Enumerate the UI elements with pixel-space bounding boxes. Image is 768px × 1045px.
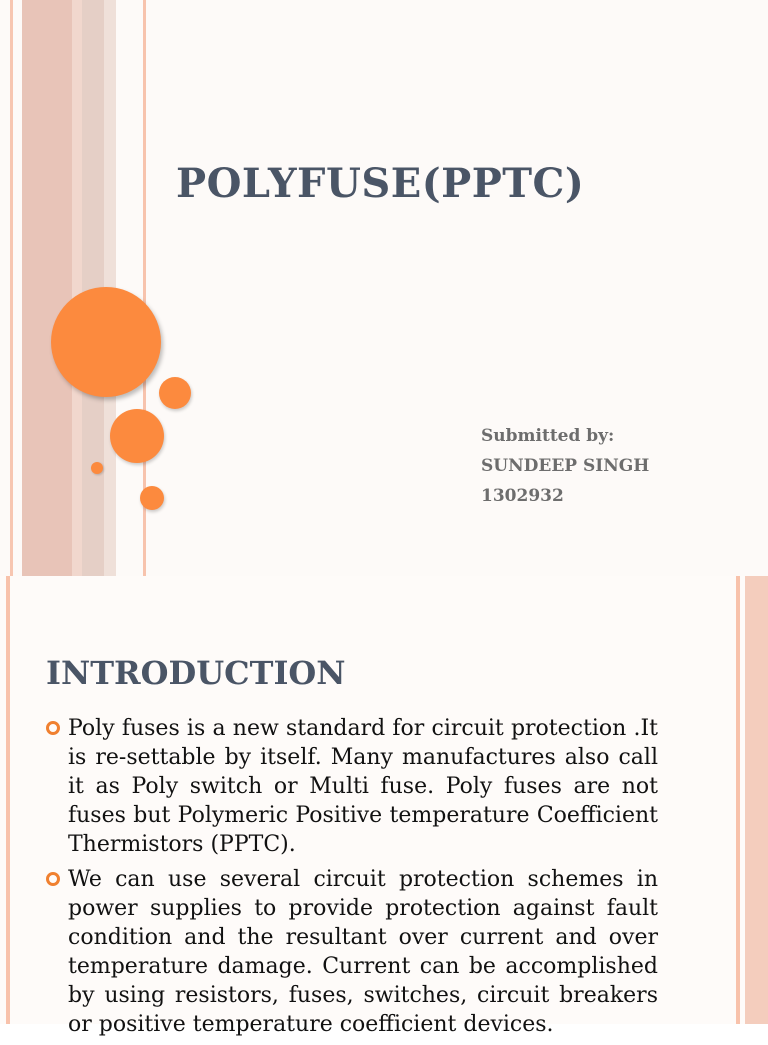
bullet-list xyxy=(46,714,658,1045)
roll-number: 1302932 xyxy=(481,486,564,506)
decorative-stripe xyxy=(10,0,13,576)
decorative-circle xyxy=(159,377,191,409)
section-heading: INTRODUCTION xyxy=(46,654,346,692)
decorative-stripe xyxy=(72,0,82,576)
introduction-slide xyxy=(0,576,768,1037)
bullet-text: Poly fuses is a new standard for circuit protection .It is re-settable by itself. Many manufactures also call it as Poly switch or Multi fuse. Poly fuses are not fuses but Polymeric Positive temperature Coefficient Thermistors (PPTC). xyxy=(68,716,658,857)
list-item xyxy=(46,865,658,1039)
author-name: SUNDEEP SINGH xyxy=(481,456,650,476)
decorative-stripe xyxy=(22,0,72,576)
decorative-stripe xyxy=(736,576,740,1024)
decorative-stripe xyxy=(6,576,10,1024)
circle-bullet-icon xyxy=(46,872,60,886)
decorative-circle-large xyxy=(51,287,161,397)
decorative-stripe xyxy=(745,576,768,1024)
decorative-circle xyxy=(91,462,103,474)
submitted-label: Submitted by: xyxy=(481,426,615,446)
bullet-text: We can use several circuit protection schemes in power supplies to provide protection against fault condition and the resultant over current and over temperature damage. Current can be accomplished by using resistors, fuses, switches, circuit breakers or positive temperature coefficient devices. xyxy=(68,867,658,1037)
decorative-circle xyxy=(110,409,164,463)
slide-title: POLYFUSE(PPTC) xyxy=(176,160,585,207)
decorative-circle xyxy=(140,486,164,510)
list-item xyxy=(46,714,658,859)
circle-bullet-icon xyxy=(46,721,60,735)
